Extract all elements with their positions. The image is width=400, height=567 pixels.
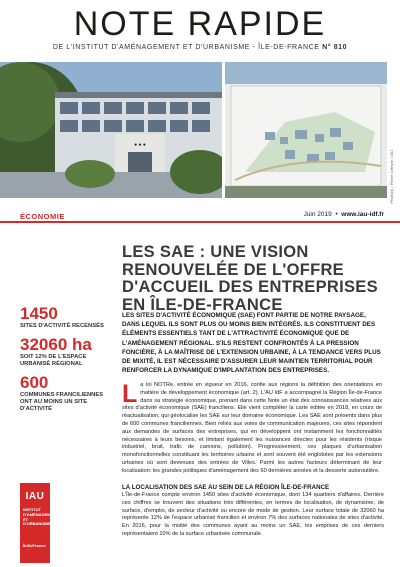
logo-region: ÎleDeFrance [23,543,46,548]
drop-cap: L [122,380,138,408]
issue-date: Juin 2019 • www.iau-idf.fr [303,211,384,218]
svg-text:● ● ●: ● ● ● [134,142,146,148]
publication-subtitle [0,44,400,51]
lead-paragraph: LES SITES D'ACTIVITÉ ÉCONOMIQUE (SAE) FONT PARTIE DE NOTRE PAYSAGE, DANS LEQUEL ILS SONT PLUS OU MOINS BIEN INTÉGRÉS. ILS CONSTITUENT DES ÉLÉMENTS ESSENTIELS TANT DE L'ATTRACTIVITÉ ÉCONOMIQUE QUE DE L'AMÉNAGEMENT RÉGIONAL. S'ILS RESTENT CONFRONTÉS À LA PRESSION FONCIÈRE, À LA MAÎTRISE DE L'EXTENSION URBAINE, À LA TENDANCE VERS PLUS DE MIXITÉ, IL EST NÉCESSAIRE D'ASSURER LEUR MAINTIEN TERRITORIAL POUR RENFORCER LA DYNAMIQUE D'IMPLANTATION DES ENTREPRISES. [122,312,381,375]
date-text: Juin 2019 [303,211,332,218]
key-figures [20,305,115,419]
section-bar [0,210,400,224]
stat-value: 32060 ha [20,335,92,354]
article-headline: LES SAE : UNE VISION RENOUVELÉE DE L'OFFRE D'ACCUEIL DES ENTREPRISES EN ÎLE-DE-FRANCE [122,243,378,314]
aerial-map-photo [225,62,387,198]
stat-value: 1450 [20,304,58,323]
stat-label: SOIT 12% DE L'ESPACE URBANISÉ RÉGIONAL [20,354,87,367]
body-paragraph [122,382,382,476]
website-link[interactable]: www.iau-idf.fr [341,211,384,218]
publication-title: NOTE RAPIDE [73,5,327,43]
masthead [0,0,400,62]
issue-number: N° 810 [322,44,348,51]
photo-credit: Photo(s) : Pierre Lefèvre / IAU [389,150,394,204]
stat-label: COMMUNES FRANCILIENNES ONT AU MOINS UN SITE D'ACTIVITÉ [20,392,104,412]
section-divider [0,221,400,223]
building-photo [0,62,222,198]
logo-institute-name: INSTITUT D'AMÉNAGEMENT ET D'URBANISME [23,507,59,527]
logo-wordmark: IAU [25,491,45,502]
stat-label: SITES D'ACTIVITÉ RECENSÉS [20,323,104,329]
section-heading: LA LOCALISATION DES SAE AU SEIN DE LA RÉGION ÎLE-DE-FRANCE [122,484,330,491]
body-text: a loi NOTRe, entrée en vigueur en 2016, confie aux régions la définition des orientations en matière de développement économique (art. 2). L'AU IdF a accompagné la Région Île-de-France dans sa stratégie économique, prenant dans cette Note un état des connaissances relatives aux sites d'activité économique (SAE) franciliens. Elle vient compléter la carte éditée en 2018, en cours de réactualisation, qui géolocalise les SAE sur leur domaine économique. Les SAE sont présents dans plus de 600 communes franciliennes. Bien reliés aux voies de communication majeures, ces sites répondent aux demandes de surfaces des entreprises, qui en développent ont instamment les fonctionnalités nécessaires à leurs besoins, et limitant également les nuisances directes pour les résidents (risque industriel, bruit, trafic de camions, pollution). Progressivement, ces plaques d'urbanisation monofonctionnelles constituant les territoires urbains et sont souvent été englobées par les extensions urbaines où sont devenues des entrées de Villes. Parmi les autres facteurs déterminant de leur localisation: les grandes politiques d'aménagement des 60 dernières années et la desserte autoroutière. [122,382,382,474]
section-label: ÉCONOMIE [20,212,65,221]
stat-value: 600 [20,373,49,392]
section-paragraph: L'Île-de-France compte environ 1450 sites d'activité économique, dont 134 quartiers d'affaires. Derrière ces chiffres se trouvent des situations très différentes, en termes de localisation, de dynamisme, de surface, d'emploi, de secteur d'activité ou encore de mode de gestion. Leur surface totale de 32060 ha représente 12% de l'espace urbanisé francilien et environ 7% des surfaces nationales de sites d'activité. En 2016, pour la moitié des communes ayant au moins un SAE, les emprises de ces derniers représentaient 10% de la surface urbanisée communale. [122,492,384,537]
institute-name: DE L'INSTITUT D'AMÉNAGEMENT ET D'URBANISME - ÎLE-DE-FRANCE [52,44,320,51]
iau-logo [20,483,59,563]
